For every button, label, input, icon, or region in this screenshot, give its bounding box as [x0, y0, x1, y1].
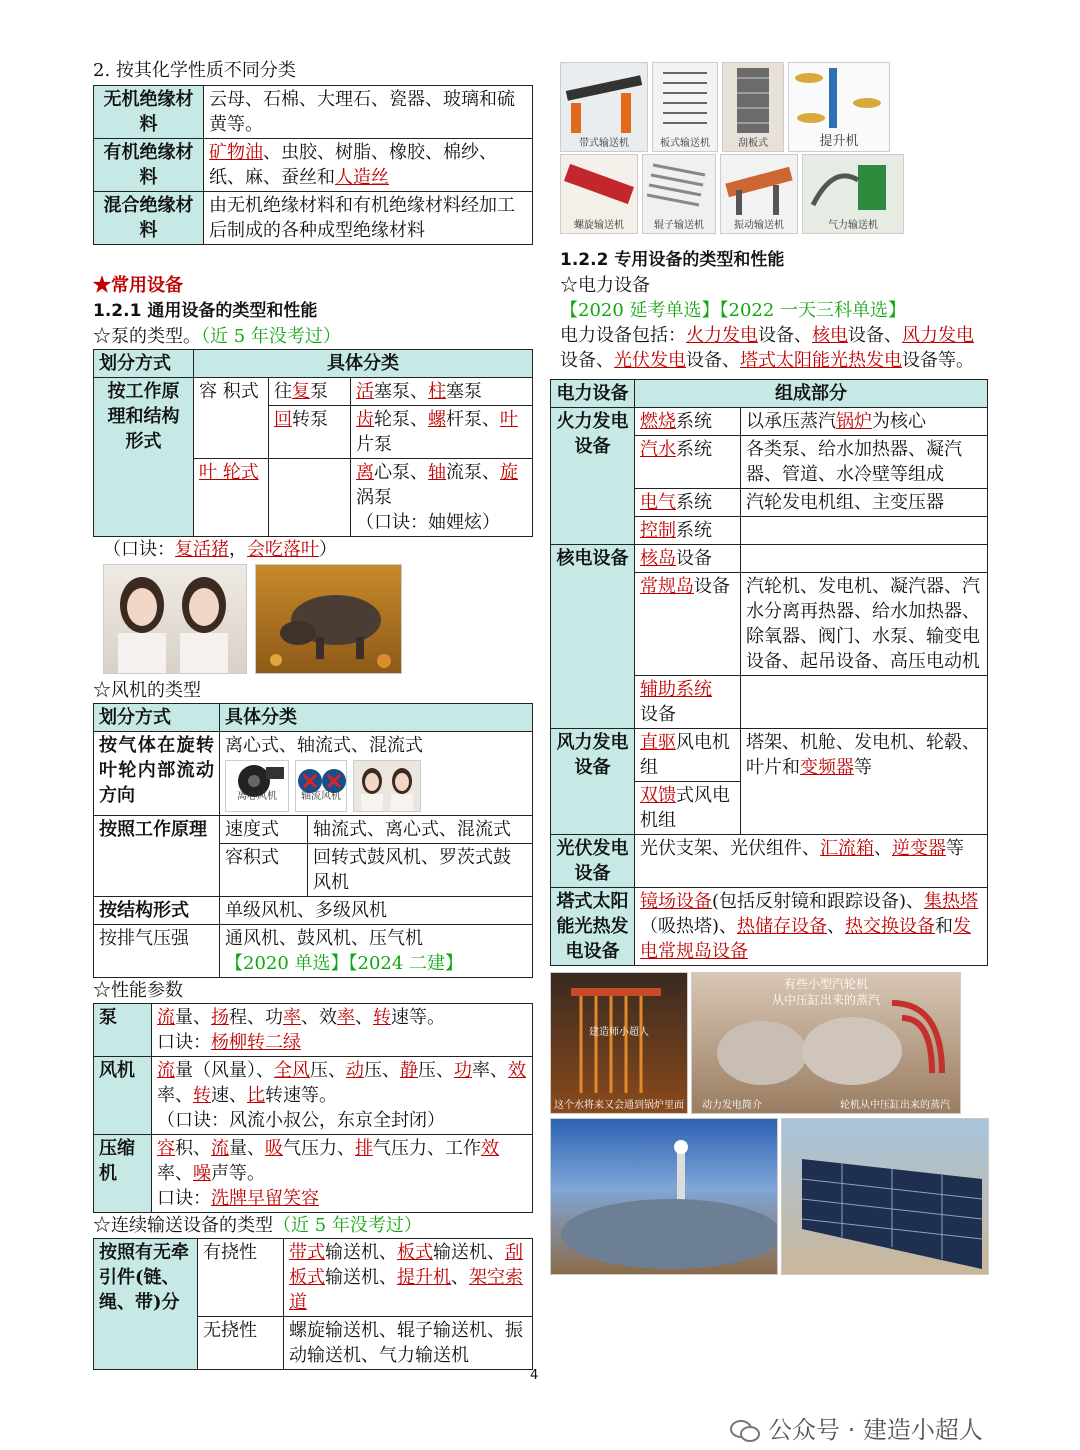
chem-table [93, 85, 533, 245]
perf-table: 泵 流量、扬程、功率、效率、转速等。 口诀：杨柳转二绿 风机 流量（风量）、全风压、动压、静压、功率、效率、转速、比转速等。 （口诀：风流小叔公，东京全封闭） 压缩机 容积、流量、吸气压力、排气压力、工作效率、噪声等。 口诀：洗牌早留笑容 [93, 1003, 533, 1213]
elevator-photo: 提升机 [788, 62, 890, 152]
solar-panels-photo [781, 1118, 989, 1275]
twin-girls-small-photo [353, 760, 421, 812]
power-title: ☆电力设备【2020 延考单选】【2022 一天三科单选】 [560, 275, 907, 321]
belt-conveyor-photo: 带式输送机 [560, 62, 648, 152]
twin-girls-photo [103, 564, 247, 674]
power-table: 电力设备 组成部分 火力发电设备 燃烧系统 以承压蒸汽锅炉为核心 汽水系统 各类泵、给水加热器、凝汽器、管道、水冷壁等组成 电气系统 汽轮发电机组、主变压器 控制系统 核电设备 核岛设备 常规岛设备 汽轮机、发电机、凝汽器、汽水分离再热器、给水加热器、除氧器、阀门、水泵、输变电设备、起吊设备、高压电动机 辅助系统 设备 风力发电设备 直驱风电机组 塔架、机舱、发电机、轮毂、叶片和变频器等 双馈式风电机组 光伏发电设备 光伏支架、光伏组件、汇流箱、逆变器等 塔式太阳能光热发电设备 镜场设备(包括反射镜和跟踪设备)、集热塔（吸热塔)、热储存设备、热交换设备和发电常规岛设备 [550, 379, 988, 966]
roller-conveyor-photo: 辊子输送机 [642, 154, 716, 234]
watermark: 公众号 · 建造小超人 [730, 1410, 983, 1445]
scraper-conveyor-photo: 刮板式 [722, 62, 784, 152]
chem-name: 无机绝缘材料 [94, 86, 204, 139]
pump-table: 划分方式 具体分类 按工作原理和结构形式 容 积式 往复泵 活塞泵、柱塞泵 回转泵 齿轮泵、螺杆泵、叶片泵 叶 轮式 离心泵、轴流泵、旋涡泵 （口诀：妯娌炫） [93, 349, 533, 537]
wechat-icon [730, 1419, 760, 1443]
page-number: 4 [530, 1368, 539, 1383]
fan-title: ☆风机的类型 [93, 680, 201, 701]
chem-heading: 2. 按其化学性质不同分类 [93, 60, 296, 81]
left-column [93, 58, 533, 1370]
pump-title: ☆泵的类型。（近 5 年没考过） [93, 326, 341, 347]
wild-boar-photo [255, 564, 402, 674]
boiler-photo: 建造师小超人 这个水将来又会通到锅炉里面 [550, 972, 688, 1114]
chem-desc: 由无机绝缘材料和有机绝缘材料经加工后制成的各种成型绝缘材料 [204, 192, 533, 245]
perf-title: ☆性能参数 [93, 980, 183, 1001]
chem-name: 混合绝缘材料 [94, 192, 204, 245]
conveyor-table: 按照有无牵引件(链、绳、带)分 有挠性 带式输送机、板式输送机、刮板式输送机、提升机、架空索道 无挠性 螺旋输送机、辊子输送机、振动输送机、气力输送机 [93, 1238, 533, 1370]
mnemonic-images [103, 564, 533, 674]
fan-table: 划分方式 具体分类 按气体在旋转叶轮内部流动方向 离心式、轴流式、混流式 离心风机 轴流风机 按照工作原理 速度式 轴流式、离心式、混流式 容积式 回转式鼓风机、罗茨式鼓风机 按结构形式 单级风机、多级风机 按排气压强 通风机、鼓风机、压气机 【2020 单选】【2024 二建】 [93, 703, 533, 978]
vibrating-conveyor-photo: 振动输送机 [720, 154, 798, 234]
power-desc: 电力设备包括：火力发电设备、核电设备、风力发电设备、光伏发电设备、塔式太阳能光热发电设备等。 [560, 325, 974, 371]
right-column [550, 62, 990, 1275]
pump-mnemonic: （口诀：复活猪，会吃落叶） [103, 539, 337, 560]
section-121-title: 1.2.1 通用设备的类型和性能 [93, 301, 318, 321]
plate-conveyor-photo: 板式输送机 [652, 62, 718, 152]
screw-conveyor-photo: 螺旋输送机 [560, 154, 638, 234]
common-title: ★常用设备 [93, 275, 183, 296]
pneumatic-conveyor-photo: 气力输送机 [802, 154, 904, 234]
power-photos [550, 972, 990, 1275]
turbine-photo: 有些小型汽轮机 从中压缸出来的蒸汽 动力发电简介 轮机从中压缸出来的蒸汽 [691, 972, 961, 1114]
centrifugal-fan-image: 离心风机 [225, 760, 289, 812]
section-122-title: 1.2.2 专用设备的类型和性能 [560, 250, 785, 270]
conveyor-photos [550, 62, 910, 234]
solar-tower-photo [550, 1118, 778, 1275]
chem-desc: 云母、石棉、大理石、瓷器、玻璃和硫黄等。 [204, 86, 533, 139]
axial-fan-image: 轴流风机 [295, 760, 347, 812]
chem-name: 有机绝缘材料 [94, 139, 204, 192]
conveyor-title: ☆连续输送设备的类型（近 5 年没考过） [93, 1215, 422, 1236]
chem-desc: 矿物油、虫胶、树脂、橡胶、棉纱、纸、麻、蚕丝和人造丝 [204, 139, 533, 192]
